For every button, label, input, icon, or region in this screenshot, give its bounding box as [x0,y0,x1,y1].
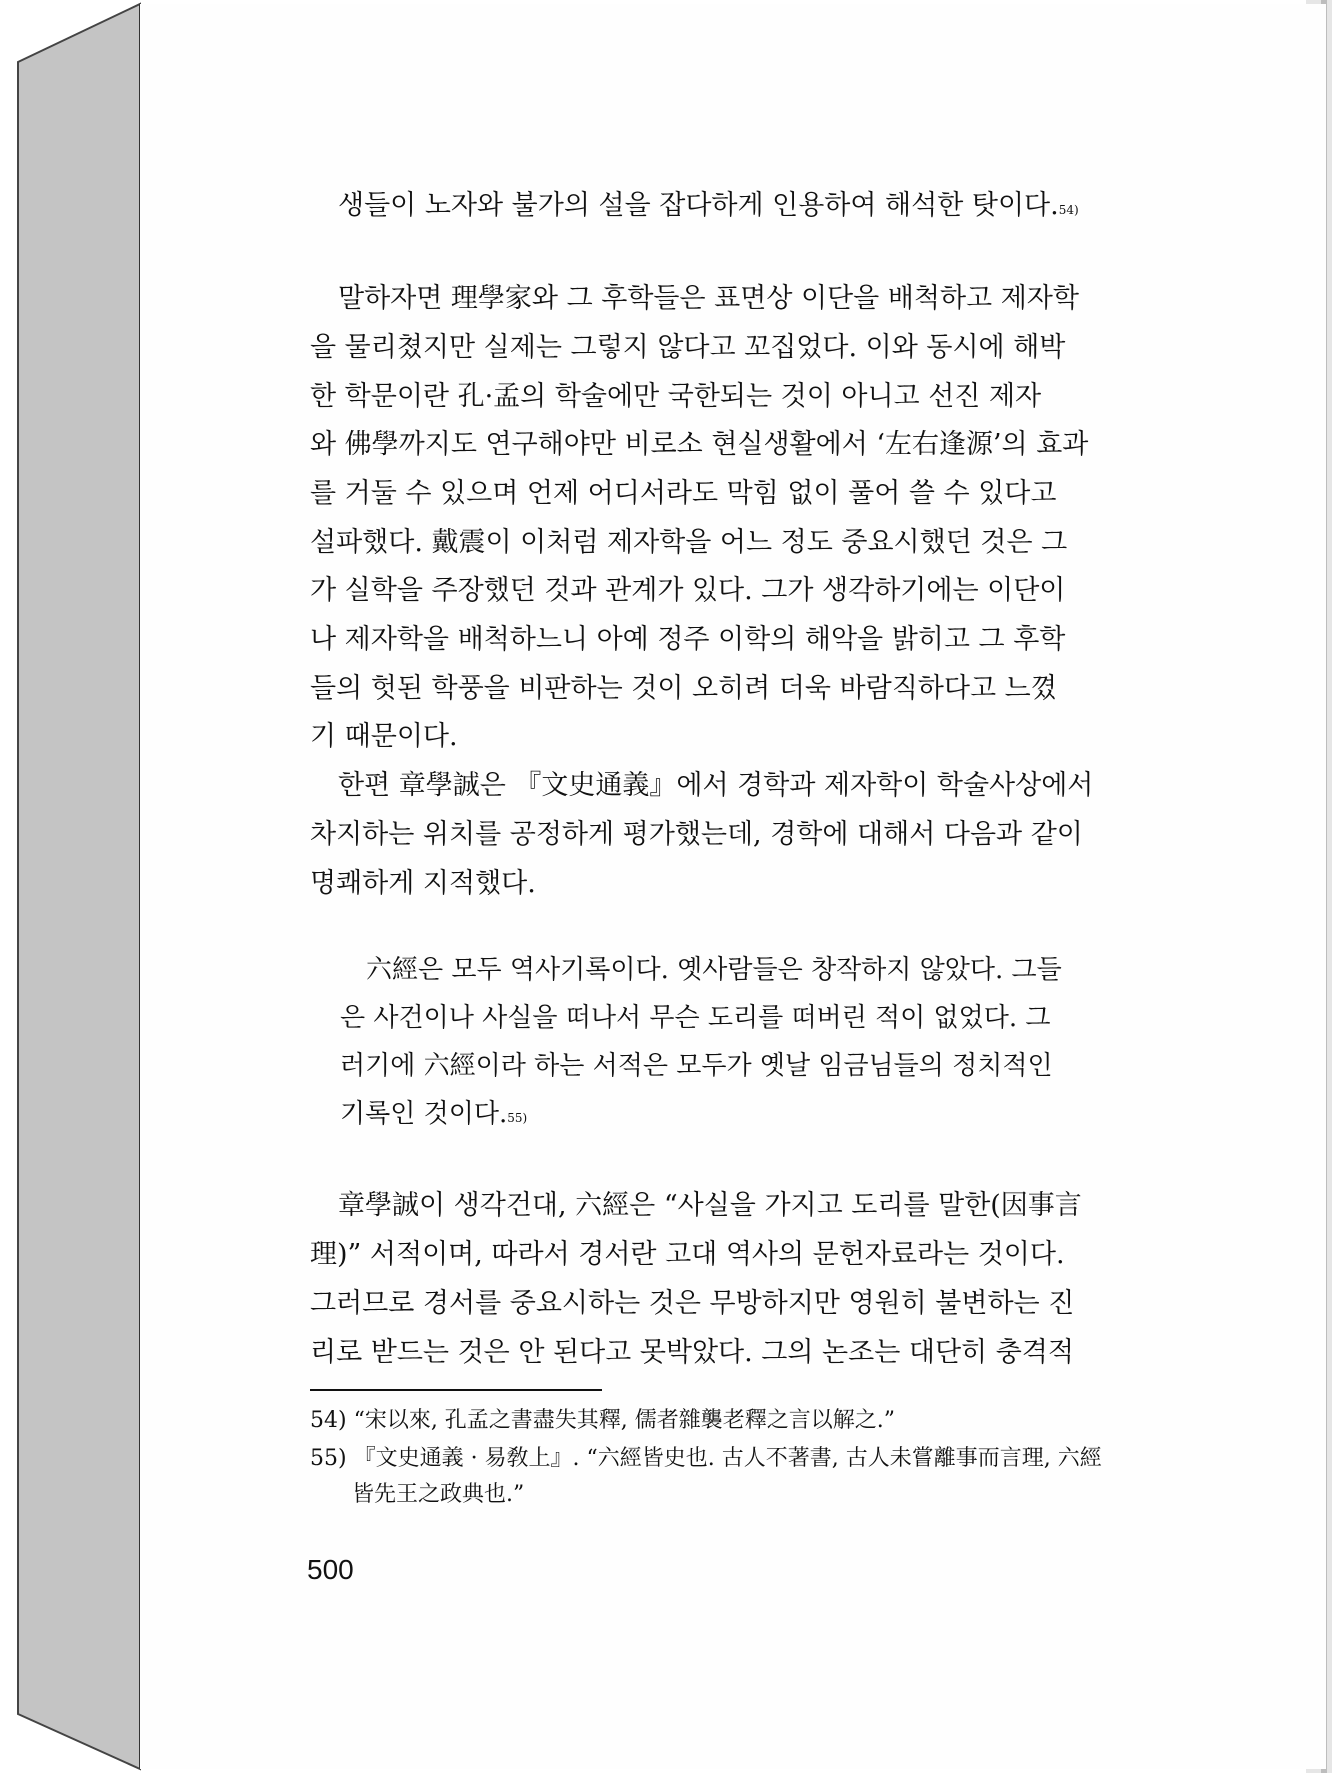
quote-line: 러기에 六經이라 하는 서적은 모두가 옛날 임금님들의 정치적인 [340,1051,1053,1081]
text-line: 를 거둘 수 있으며 언제 어디서라도 막힘 없이 풀어 쓸 수 있다고 [310,478,1057,509]
footnote-55-continued: 皆先王之政典也.” [352,1482,525,1507]
text-line: 한 학문이란 孔·孟의 학술에만 국한되는 것이 아니고 선진 제자 [310,381,1042,412]
footnote-55: 55) 『文史通義 · 易敎上』. “六經皆史也. 古人不著書, 古人未嘗離事而言理, 六經 [310,1446,1102,1471]
text-line: 그러므로 경서를 중요시하는 것은 무방하지만 영원히 불변하는 진 [310,1288,1075,1319]
footnote-marker: 54) [1058,203,1079,217]
page-number: 500 [307,1554,354,1585]
text-line: 가 실학을 주장했던 것과 관계가 있다. 그가 생각하기에는 이단이 [310,575,1066,606]
text-line: 리로 받드는 것은 안 된다고 못박았다. 그의 논조는 대단히 충격적 [310,1337,1074,1368]
text-line: 와 佛學까지도 연구해야만 비로소 현실생활에서 ‘左右逢源’의 효과 [310,429,1089,460]
text-line: 을 물리쳤지만 실제는 그렇지 않다고 꼬집었다. 이와 동시에 해박 [310,332,1066,363]
quote-line: 은 사건이나 사실을 떠나서 무슨 도리를 떠버린 적이 없었다. 그 [340,1003,1051,1033]
quote-line: 六經은 모두 역사기록이다. 옛사람들은 창작하지 않았다. 그들 [366,955,1062,985]
text-line: 생들이 노자와 불가의 설을 잡다하게 인용하여 해석한 탓이다. 54) [338,181,1218,230]
text-line: 차지하는 위치를 공정하게 평가했는데, 경학에 대해서 다음과 같이 [310,819,1083,850]
text-line: 기 때문이다. [310,721,458,752]
text-line: 명쾌하게 지적했다. [310,868,536,899]
quote-line: 기록인 것이다. 55) [340,1090,1162,1139]
text-line: 한편 章學誠은 『文史通義』에서 경학과 제자학이 학술사상에서 [338,770,1094,801]
text-line: 나 제자학을 배척하느니 아예 정주 이학의 해악을 밝히고 그 후학 [310,624,1066,655]
footnote-divider [310,1389,602,1391]
text-line: 章學誠이 생각건대, 六經은 “사실을 가지고 도리를 말한(因事言 [338,1190,1082,1221]
footnote-marker: 55) [507,1111,528,1125]
footnote-54: 54) “宋以來, 孔孟之書盡失其釋, 儒者雜襲老釋之言以解之.” [310,1408,896,1433]
text-line: 설파했다. 戴震이 이처럼 제자학을 어느 정도 중요시했던 것은 그 [310,527,1068,558]
text-line: 말하자면 理學家와 그 후학들은 표면상 이단을 배척하고 제자학 [338,283,1079,314]
text-line: 들의 헛된 학풍을 비판하는 것이 오히려 더욱 바람직하다고 느꼈 [310,673,1057,704]
text-line: 理)” 서적이며, 따라서 경서란 고대 역사의 문헌자료라는 것이다. [310,1239,1065,1270]
